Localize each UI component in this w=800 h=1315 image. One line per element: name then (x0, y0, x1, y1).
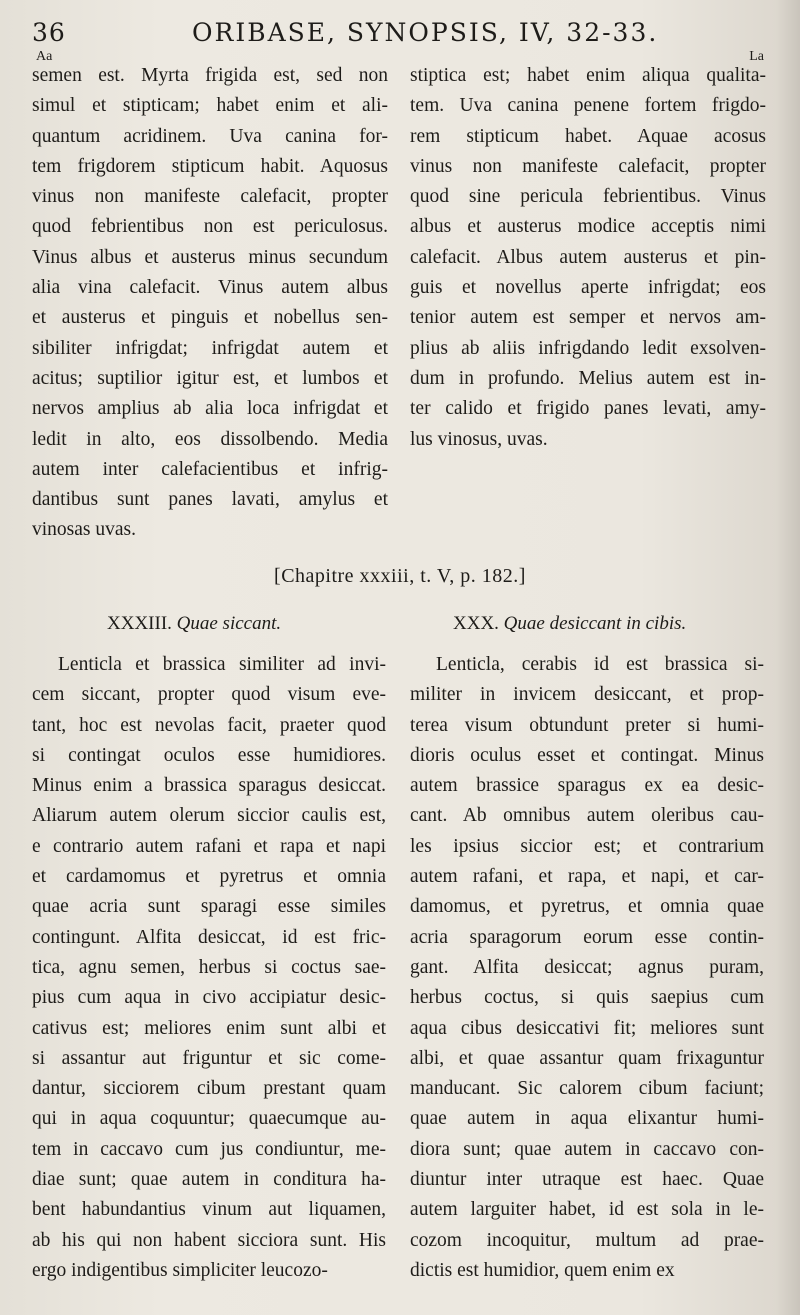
text-line: albi, et quae assantur quam frixaguntur (410, 1047, 764, 1069)
text-line: autem rafani, et rapa, et napi, et car- (410, 866, 764, 888)
text-line: autem inter calefacientibus et infrig- (32, 458, 388, 480)
section-title: Quae siccant. (176, 613, 282, 634)
text-line: semen est. Myrta frigida est, sed non (32, 65, 388, 86)
text-line: autem brassice sparagus ex ea desic- (410, 775, 764, 797)
text-line: quae acria sunt sparagi esse similes (32, 896, 386, 918)
text-line: lus vinosus, uvas. (410, 428, 548, 450)
text-line: Minus enim a brassica sparagus desiccat. (32, 775, 386, 797)
text-line: autem larguiter habet, id est sola in le- (410, 1199, 764, 1221)
text-line: ab his qui non habent sicciora sunt. His (32, 1229, 386, 1251)
text-line: guis et novellus aperte infrigdat; eos (410, 277, 766, 299)
section-number: XXX. (453, 613, 499, 634)
text-line: diora sunt; quae autem in caccavo con- (410, 1138, 764, 1160)
text-line: damomus, et pyretrus, et omnia quae (410, 896, 764, 918)
text-line: vinus non manifeste calefacit, propter (410, 155, 766, 177)
page-number: 36 (32, 18, 66, 47)
text-line: simul et stipticam; habet enim et ali- (32, 95, 388, 117)
text-line: diuntur inter utraque est haec. Quae (410, 1169, 764, 1191)
text-line: dantibus sunt panes lavati, amylus et (32, 489, 388, 511)
text-line: Lenticla, cerabis id est brassica si- (436, 654, 764, 675)
text-line: cant. Ab omnibus autem oleribus cau- (410, 805, 764, 827)
text-line: Aliarum autem olerum siccior caulis est, (32, 805, 386, 827)
section-title: Quae desiccant in cibis. (503, 613, 687, 634)
text-line: ledit in alto, eos dissolbendo. Media (32, 428, 388, 450)
text-line: tem. Uva canina penene fortem frigdo- (410, 95, 766, 117)
section-heading-right (453, 613, 686, 635)
text-line: quantum acridinem. Uva canina for- (32, 125, 388, 147)
text-line: ter calido et frigido panes levati, amy- (410, 398, 766, 420)
text-line: qui in aqua coquuntur; quaecumque au- (32, 1108, 386, 1130)
text-line: tenior autem est semper et nervos am- (410, 307, 766, 329)
top-right-column (410, 61, 766, 455)
text-line: cem siccant, propter quod visum eve- (32, 684, 386, 706)
text-line: Lenticla et brassica similiter ad invi- (58, 654, 386, 675)
text-line: ergo indigentibus simpliciter leucozo- (32, 1259, 328, 1281)
text-line: sibiliter infrigdat; infrigdat autem et (32, 337, 388, 359)
text-line: si assantur aut friguntur et sic come- (32, 1047, 386, 1069)
text-line: nervos amplius ab alia loca infrigdat et (32, 398, 388, 420)
text-line: terea visum obtundunt preter si humi- (410, 714, 764, 736)
text-line: si contingat oculos esse humidiores. (32, 744, 386, 766)
manuscript-siglum-right: La (749, 49, 764, 64)
text-line: acitus; suptilior igitur est, et lumbos et (32, 367, 388, 389)
text-line: dantur, sicciorem cibum prestant quam (32, 1078, 386, 1100)
text-line: pius cum aqua in civo accipiatur desic- (32, 987, 386, 1009)
running-head: ORIBASE, SYNOPSIS, IV, 32-33. (192, 18, 659, 47)
text-line: dioris oculus esset et contingat. Minus (410, 744, 764, 766)
section-heading-left (107, 613, 281, 635)
manuscript-siglum-left: Aa (36, 49, 53, 64)
text-line: et austerus et pinguis et nobellus sen- (32, 307, 388, 329)
text-line: militer in invicem desiccant, et prop- (410, 684, 764, 706)
text-line: cozom incoquitur, multum ad prae- (410, 1229, 764, 1251)
text-line: rem stipticum habet. Aquae acosus (410, 125, 766, 147)
text-line: dum in profundo. Melius autem est in- (410, 367, 766, 389)
text-line: alia vina calefacit. Vinus autem albus (32, 277, 388, 299)
text-line: cativus est; meliores enim sunt albi et (32, 1017, 386, 1039)
text-line: gant. Alfita desiccat; agnus puram, (410, 956, 764, 978)
bottom-left-column (32, 650, 386, 1286)
text-line: Vinus albus et austerus minus secundum (32, 246, 388, 268)
text-line: dictis est humidior, quem enim ex (410, 1259, 675, 1281)
section-number: XXXIII. (107, 613, 172, 634)
text-line: tem in caccavo cum jus condiuntur, me- (32, 1138, 386, 1160)
bottom-right-column (410, 650, 764, 1286)
text-line: manducant. Sic calorem cibum faciunt; (410, 1078, 764, 1100)
text-line: stiptica est; habet enim aliqua qualita- (410, 65, 766, 86)
text-line: plius ab aliis infrigdando ledit exsolven- (410, 337, 766, 359)
text-line: herbus coctus, si quis saepius cum (410, 987, 764, 1009)
text-line: les ipsius siccior est; et contrarium (410, 835, 764, 857)
text-line: bent habundantius vinum aut liquamen, (32, 1199, 386, 1221)
text-line: quae autem in aqua elixantur humi- (410, 1108, 764, 1130)
text-line: diae sunt; quae autem in conditura ha- (32, 1169, 386, 1191)
chapter-reference: [Chapitre xxxiii, t. V, p. 182.] (274, 565, 526, 587)
text-line: tica, agnu semen, herbus si coctus sae- (32, 956, 386, 978)
top-left-column (32, 61, 388, 546)
text-line: quod febrientibus non est periculosus. (32, 216, 388, 238)
text-line: quod sine pericula febrientibus. Vinus (410, 186, 766, 208)
text-line: e contrario autem rafani et rapa et napi (32, 835, 386, 857)
text-line: vinosas uvas. (32, 519, 136, 541)
text-line: vinus non manifeste calefacit, propter (32, 186, 388, 208)
text-line: aqua cibus desiccativi fit; meliores sunt (410, 1017, 764, 1039)
page-header (32, 14, 659, 54)
text-line: tem frigdorem stipticum habit. Aquosus (32, 155, 388, 177)
text-line: albus et austerus modice acceptis nimi (410, 216, 766, 238)
text-line: contingunt. Alfita desiccat, id est fric- (32, 926, 386, 948)
text-line: calefacit. Albus autem austerus et pin- (410, 246, 766, 268)
text-line: et cardamomus et pyretrus et omnia (32, 866, 386, 888)
text-line: tant, hoc est nevolas facit, praeter quod (32, 714, 386, 736)
text-line: acria sparagorum eorum esse contin- (410, 926, 764, 948)
